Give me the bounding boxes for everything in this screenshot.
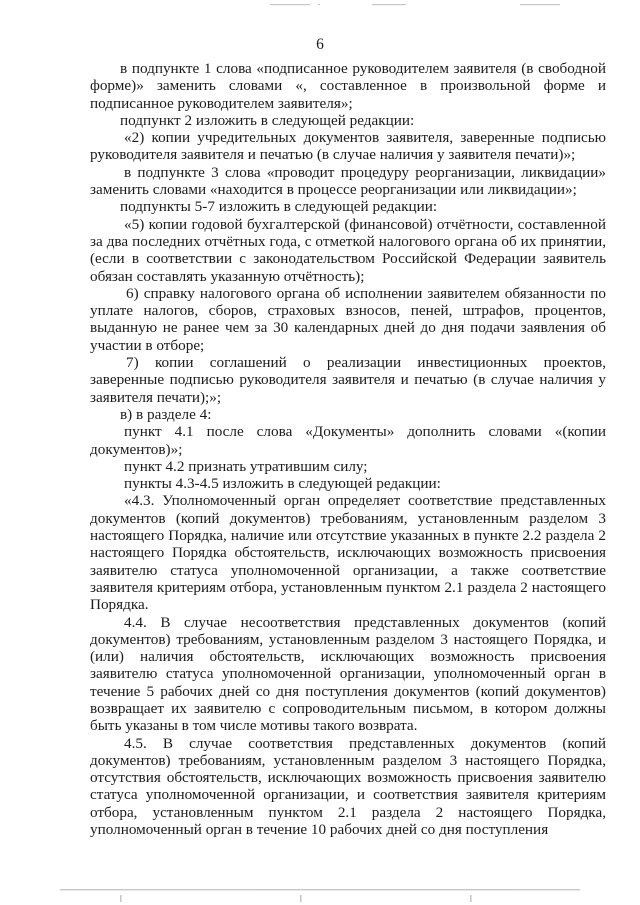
- bottom-scan-mark: [470, 895, 472, 902]
- page-number: 6: [316, 36, 324, 53]
- paragraph: пункт 4.2 признать утратившим силу;: [124, 457, 368, 475]
- paragraph: пункты 4.3-4.5 изложить в следующей редакции:: [124, 475, 441, 493]
- paragraph: в подпункте 3 слова «проводит процедуру реорганизации, ликвидации» заменить словами «находится в процессе реорганизации или ликвидации»;: [90, 163, 606, 199]
- paragraph: подпункт 2 изложить в следующей редакции:: [120, 111, 415, 129]
- paragraph: пункт 4.1 после слова «Документы» дополнить словами «(копии документов)»;: [90, 423, 606, 458]
- paragraph: подпункты 5-7 изложить в следующей редакции:: [120, 198, 438, 216]
- top-scan-mark: [270, 4, 310, 5]
- paragraph: 4.4. В случае несоответствия представленных документов (копий документов) требованиям, установленным разделом 3 настоящего Порядка, и (или) наличия обстоятельств, исключающих возможность присвоения заявителю статуса уполномоченной организации, уполномоченный орган в течение 5 рабочих дней со дня поступления документов (копий документов) возвращает их заявителю с сопроводительным письмом, в котором должны быть указаны в том числе мотивы такого возврата.: [90, 613, 606, 735]
- bottom-scan-mark: [60, 889, 580, 890]
- paragraph: 6) справку налогового органа об исполнении заявителем обязанности по уплате налогов, сборов, страховых взносов, пеней, штрафов, процентов, выданную не ранее чем за 30 календарных дней до дня подачи заявления об участии в отборе;: [90, 284, 606, 354]
- bottom-scan-mark: [120, 895, 122, 902]
- top-scan-mark: [318, 4, 320, 5]
- paragraph: в) в разделе 4:: [120, 405, 212, 423]
- bottom-scan-mark: [300, 895, 302, 902]
- paragraph: 4.5. В случае соответствия представленных документов (копий документов) требованиям, установленным разделом 3 настоящего Порядка, отсутствия обстоятельств, исключающих возможность присвоения заявителю статуса уполномоченной организации, и соответствия заявителя критериям отбора, установленным пунктом 2.1 раздела 2 настоящего Порядка, уполномоченный орган в течение 10 рабочих дней со дня поступления: [90, 734, 606, 839]
- top-scan-mark: [520, 4, 560, 5]
- top-scan-mark: [372, 4, 406, 5]
- paragraph: «4.3. Уполномоченный орган определяет соответствие представленных документов (копий документов) требованиям, установленным разделом 3 настоящего Порядка, наличие или отсутствие указанных в пункте 2.2 раздела 2 настоящего Порядка обстоятельств, исключающих возможность присвоения заявителю статуса уполномоченной организации, а также соответствие заявителя критериям отбора, установленным пунктом 2.1 раздела 2 настоящего Порядка.: [90, 492, 606, 614]
- paragraph: «2) копии учредительных документов заявителя, заверенные подписью руководителя заявителя и печатью (в случае наличия у заявителя печати)»;: [90, 129, 606, 164]
- paragraph: 7) копии соглашений о реализации инвестиционных проектов, заверенные подписью руководителя заявителя и печатью (в случае наличия у заявителя печати);»;: [90, 354, 606, 406]
- document-body: [90, 60, 606, 838]
- paragraph: «5) копии годовой бухгалтерской (финансовой) отчётности, составленной за два последних отчётных года, с отметкой налогового органа об их принятии, (если в соответствии с законодательством Российской Федерации заявитель обязан составлять указанную отчётность);: [90, 215, 606, 285]
- paragraph: в подпункте 1 слова «подписанное руководителем заявителя (в свободной форме)» заменить словами «, составленное в произвольной форме и подписанное руководителем заявителя»;: [90, 60, 606, 112]
